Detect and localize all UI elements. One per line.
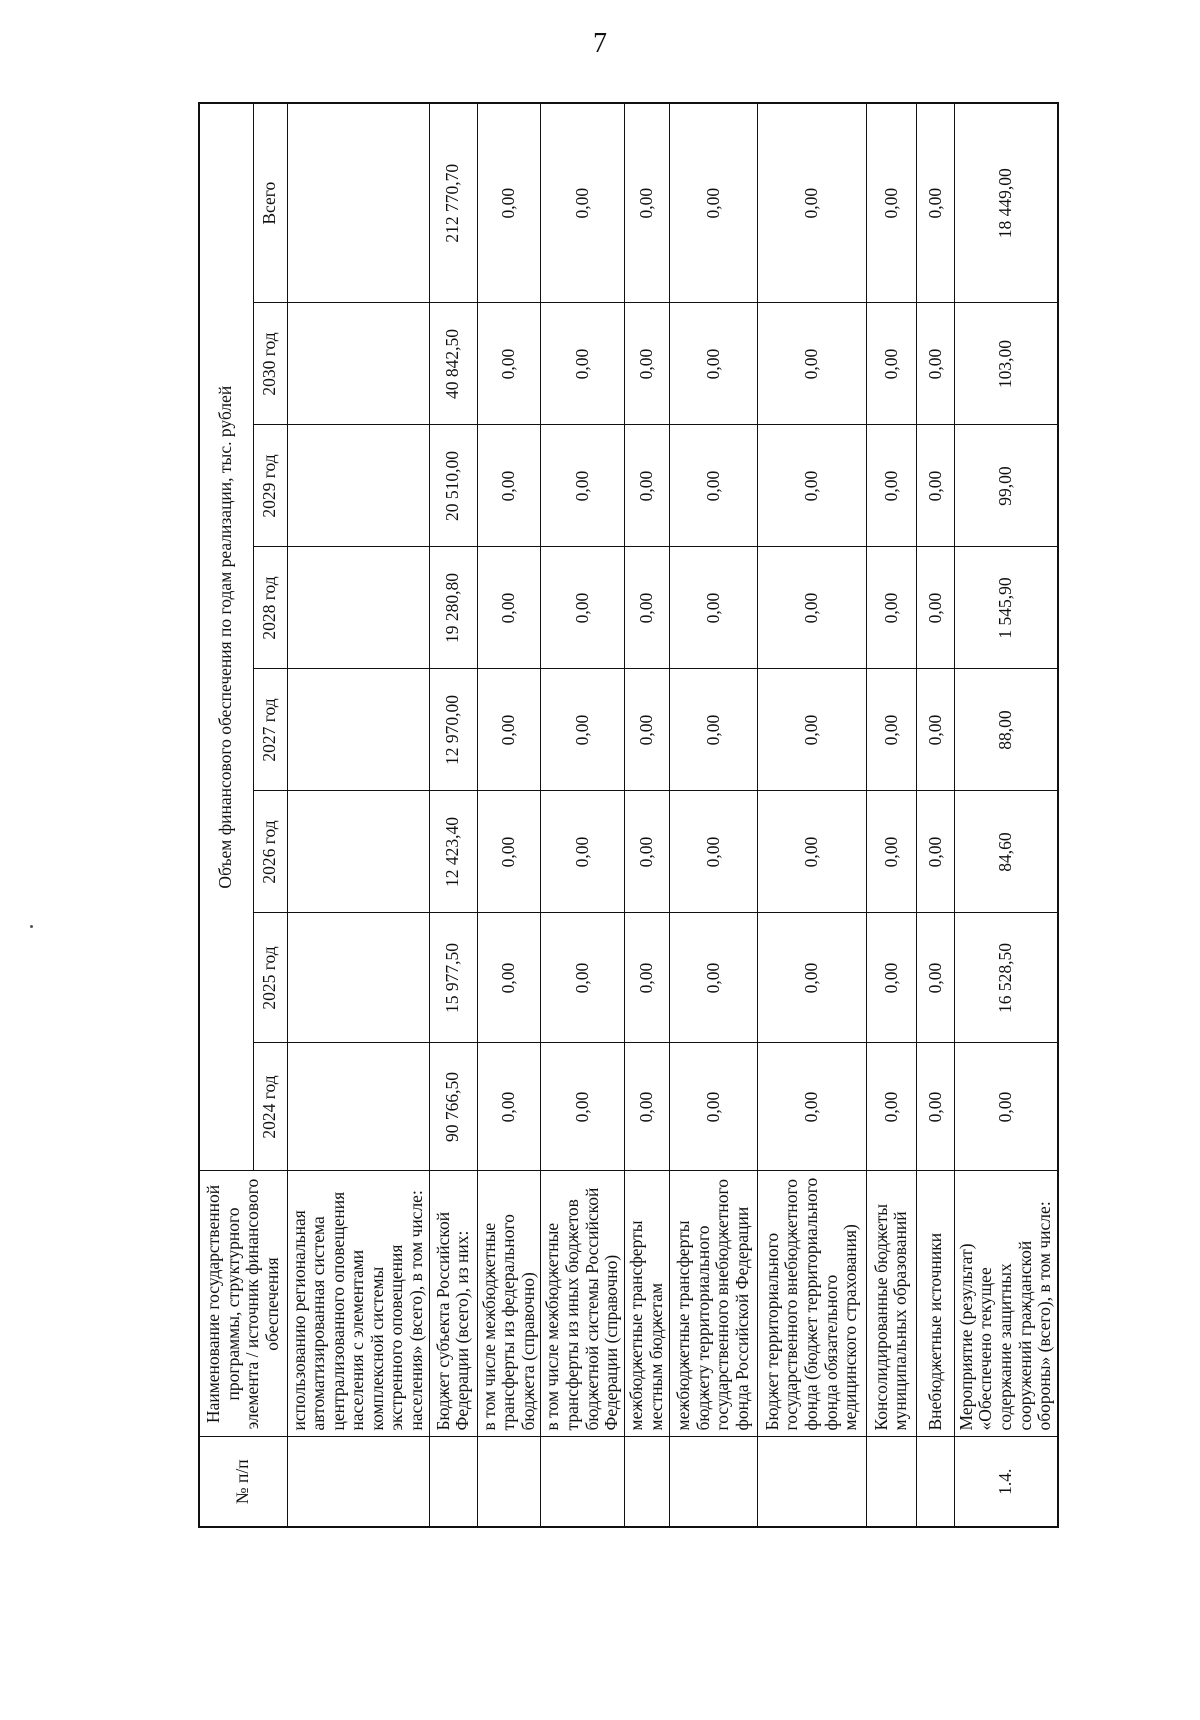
row-num [916, 1437, 954, 1527]
header-year: 2029 год [253, 425, 287, 547]
row-num [541, 1437, 624, 1527]
row-num [287, 1437, 429, 1527]
row-num: 1.4. [954, 1437, 1057, 1527]
rotated-table-wrapper [198, 104, 1055, 1528]
row-value: 0,00 [541, 913, 624, 1043]
row-value: 0,00 [757, 425, 866, 547]
row-value: 0,00 [757, 1043, 866, 1171]
row-value: 84,60 [954, 791, 1057, 913]
row-value: 0,00 [916, 547, 954, 669]
row-value: 0,00 [916, 1043, 954, 1171]
row-value: 0,00 [477, 303, 541, 425]
row-value: 0,00 [757, 791, 866, 913]
row-value: 18 449,00 [954, 103, 1057, 303]
row-value: 88,00 [954, 669, 1057, 791]
row-num [757, 1437, 866, 1527]
row-num [669, 1437, 757, 1527]
row-value: 1 545,90 [954, 547, 1057, 669]
row-value: 0,00 [669, 303, 757, 425]
header-num: № п/п [199, 1437, 287, 1527]
row-num [624, 1437, 669, 1527]
table-row [429, 103, 477, 1527]
row-value: 212 770,70 [429, 103, 477, 303]
row-value: 0,00 [624, 547, 669, 669]
row-value: 0,00 [477, 791, 541, 913]
row-value: 0,00 [916, 913, 954, 1043]
header-name: Наименование государственной программы, структурного элемента / источник финансового обеспечения [199, 1171, 287, 1437]
row-num [866, 1437, 916, 1527]
row-value: 0,00 [624, 425, 669, 547]
header-year: 2026 год [253, 791, 287, 913]
row-value: 12 970,00 [429, 669, 477, 791]
row-value: 0,00 [669, 913, 757, 1043]
table-row [866, 103, 916, 1527]
row-value: 0,00 [541, 1043, 624, 1171]
table-row [954, 103, 1057, 1527]
table-row [477, 103, 541, 1527]
page-number: 7 [593, 28, 607, 59]
row-value: 0,00 [624, 303, 669, 425]
row-value: 0,00 [757, 913, 866, 1043]
row-name: Бюджет территориального государственного внебюджетного фонда (бюджет территориального фонда обязательного медицинского страхования) [757, 1171, 866, 1437]
row-name: межбюджетные трансферты местным бюджетам [624, 1171, 669, 1437]
row-value: 0,00 [669, 669, 757, 791]
header-volume: Объем финансового обеспечения по годам реализации, тыс. рублей [199, 103, 253, 1171]
table-row [757, 103, 866, 1527]
row-value: 40 842,50 [429, 303, 477, 425]
row-value: 0,00 [916, 103, 954, 303]
row-num [429, 1437, 477, 1527]
row-value [287, 425, 429, 547]
row-value: 0,00 [954, 1043, 1057, 1171]
row-value [287, 103, 429, 303]
row-value: 0,00 [541, 425, 624, 547]
row-value: 0,00 [477, 103, 541, 303]
row-value: 0,00 [866, 425, 916, 547]
row-value: 0,00 [541, 791, 624, 913]
row-value: 0,00 [866, 913, 916, 1043]
row-value: 0,00 [477, 913, 541, 1043]
row-value: 0,00 [624, 103, 669, 303]
row-value: 0,00 [669, 547, 757, 669]
row-value: 0,00 [866, 547, 916, 669]
row-value: 0,00 [757, 669, 866, 791]
table-row [624, 103, 669, 1527]
table-row [541, 103, 624, 1527]
row-value: 90 766,50 [429, 1043, 477, 1171]
row-value: 0,00 [866, 791, 916, 913]
header-row-main [199, 103, 253, 1527]
row-value: 0,00 [866, 1043, 916, 1171]
header-year: 2030 год [253, 303, 287, 425]
row-value: 0,00 [477, 669, 541, 791]
row-value [287, 791, 429, 913]
row-value [287, 669, 429, 791]
row-value: 0,00 [624, 669, 669, 791]
row-value [287, 547, 429, 669]
row-value: 0,00 [624, 791, 669, 913]
row-value: 103,00 [954, 303, 1057, 425]
row-value: 0,00 [477, 425, 541, 547]
row-value: 0,00 [669, 425, 757, 547]
row-name: Консолидированные бюджеты муниципальных образований [866, 1171, 916, 1437]
row-value: 0,00 [866, 303, 916, 425]
row-value: 0,00 [477, 547, 541, 669]
row-value: 0,00 [916, 791, 954, 913]
row-name: межбюджетные трансферты бюджету территориального государственного внебюджетного фонда Российской Федерации [669, 1171, 757, 1437]
row-value: 0,00 [624, 913, 669, 1043]
row-value: 0,00 [669, 791, 757, 913]
row-value [287, 913, 429, 1043]
table-row [916, 103, 954, 1527]
row-value: 0,00 [477, 1043, 541, 1171]
row-name: использованию региональная автоматизированная система централизованного оповещения населения с элементами комплексной системы экстренного оповещения населения» (всего), в том числе: [287, 1171, 429, 1437]
scan-speck [30, 925, 33, 928]
row-value: 99,00 [954, 425, 1057, 547]
row-value: 19 280,80 [429, 547, 477, 669]
row-value: 0,00 [541, 303, 624, 425]
row-name: в том числе межбюджетные трансферты из федерального бюджета (справочно) [477, 1171, 541, 1437]
row-name: Мероприятие (результат) «Обеспечено текущее содержание защитных сооружений гражданской обороны» (всего), в том числе: [954, 1171, 1057, 1437]
financing-table [198, 102, 1059, 1528]
row-value: 0,00 [541, 669, 624, 791]
row-name: в том числе межбюджетные трансферты из иных бюджетов бюджетной системы Российской Федерации (справочно) [541, 1171, 624, 1437]
row-value: 0,00 [757, 547, 866, 669]
row-value: 0,00 [669, 103, 757, 303]
row-value: 0,00 [916, 669, 954, 791]
row-value: 0,00 [757, 303, 866, 425]
header-year: 2025 год [253, 913, 287, 1043]
row-value: 0,00 [916, 425, 954, 547]
row-value: 0,00 [916, 303, 954, 425]
row-value: 16 528,50 [954, 913, 1057, 1043]
row-value: 0,00 [541, 547, 624, 669]
header-year: 2027 год [253, 669, 287, 791]
row-name: Внебюджетные источники [916, 1171, 954, 1437]
row-value: 0,00 [541, 103, 624, 303]
table-row [669, 103, 757, 1527]
row-value: 0,00 [757, 103, 866, 303]
header-year: 2024 год [253, 1043, 287, 1171]
row-value: 15 977,50 [429, 913, 477, 1043]
header-total: Всего [253, 103, 287, 303]
row-value: 12 423,40 [429, 791, 477, 913]
row-value: 0,00 [866, 103, 916, 303]
table-row [287, 103, 429, 1527]
row-name: Бюджет субъекта Российской Федерации (всего), из них: [429, 1171, 477, 1437]
header-year: 2028 год [253, 547, 287, 669]
row-value: 0,00 [866, 669, 916, 791]
row-value [287, 1043, 429, 1171]
row-value: 20 510,00 [429, 425, 477, 547]
row-value: 0,00 [669, 1043, 757, 1171]
row-num [477, 1437, 541, 1527]
row-value [287, 303, 429, 425]
row-value: 0,00 [624, 1043, 669, 1171]
